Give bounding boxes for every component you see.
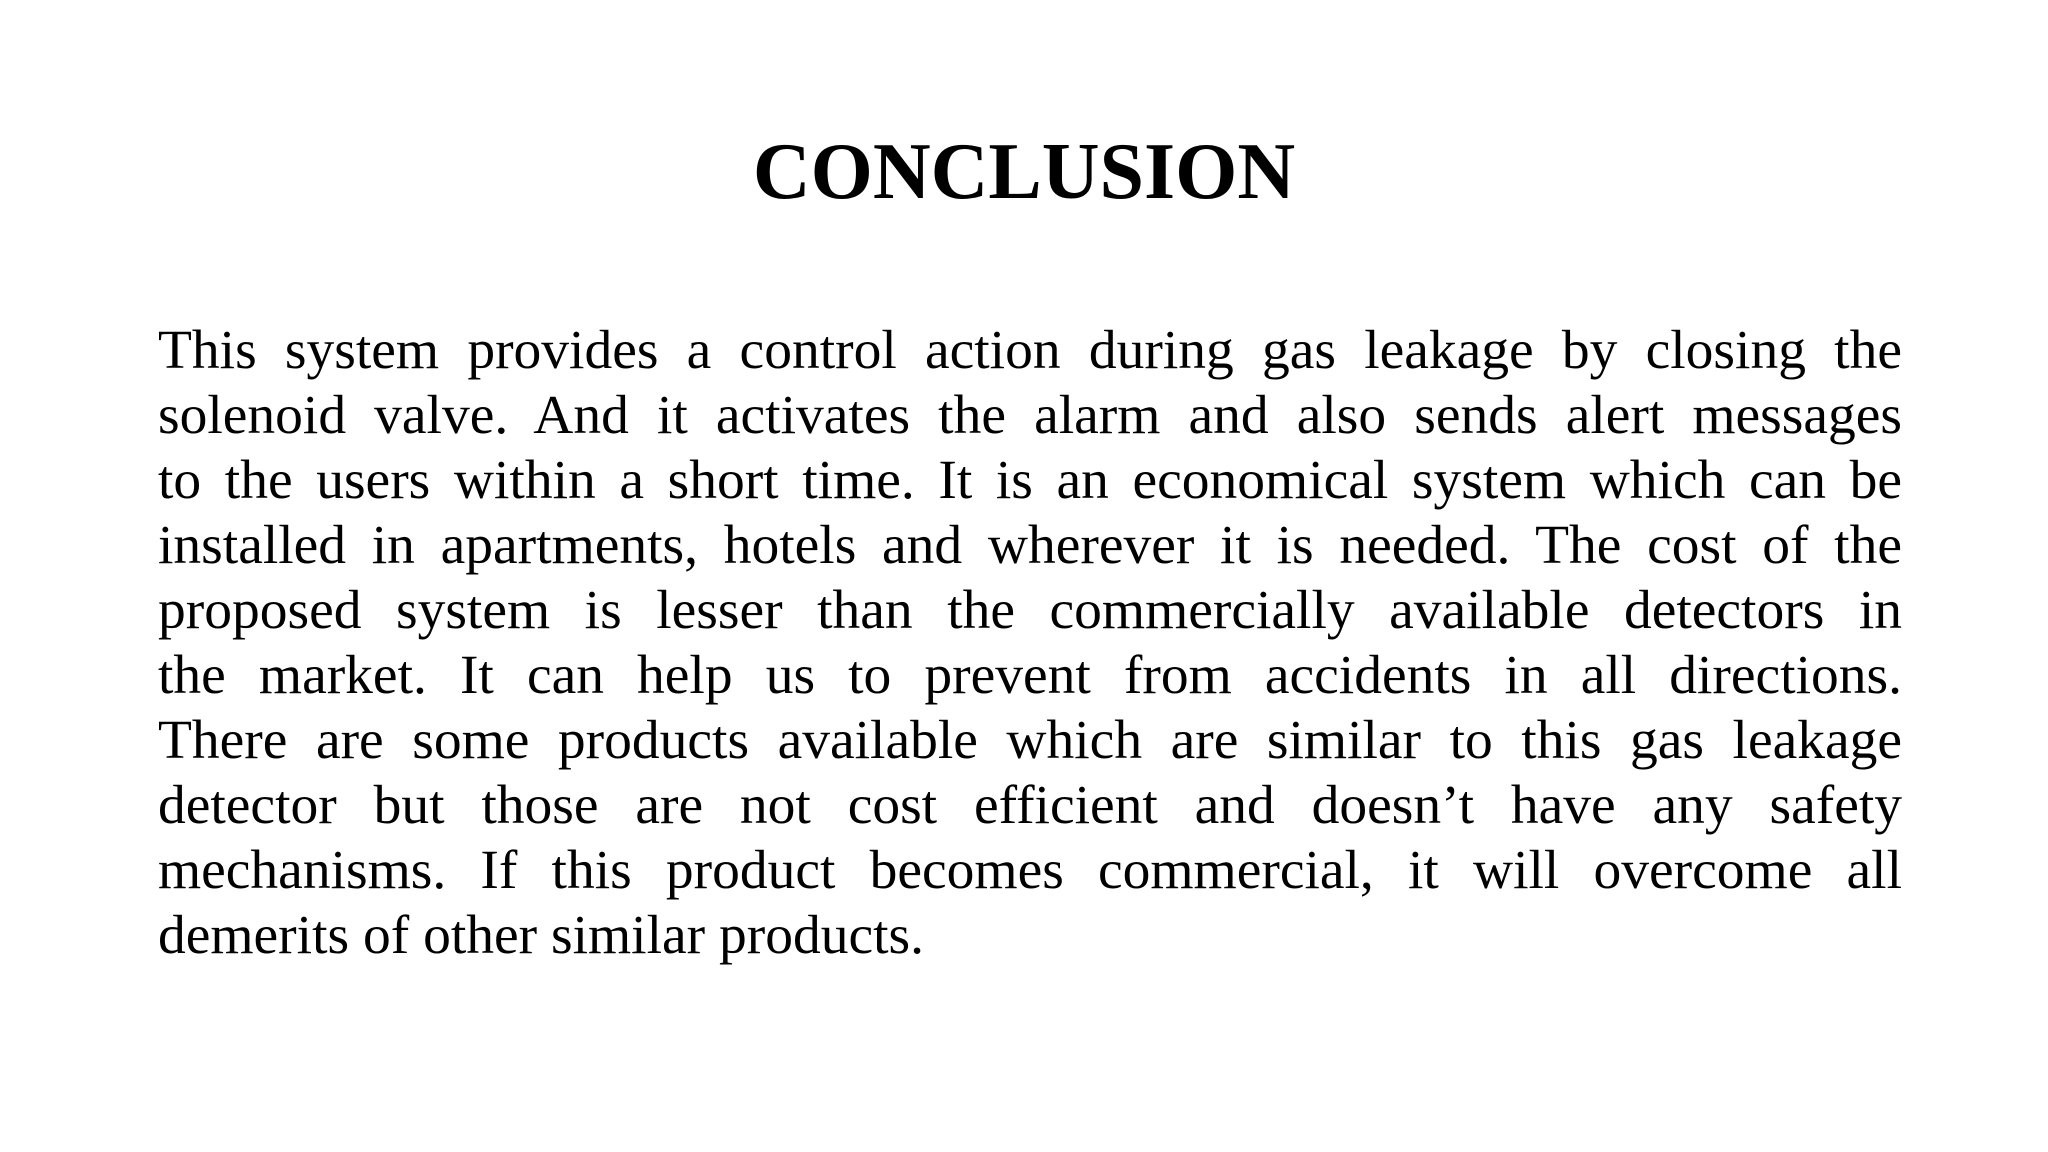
paragraph-line: detector but those are not cost efficient and doesn’t have any safety xyxy=(158,775,1902,836)
paragraph-line: the market. It can help us to prevent from accidents in all directions. xyxy=(158,645,1902,706)
paragraph-line: mechanisms. If this product becomes commercial, it will overcome all xyxy=(158,840,1902,901)
paragraph-line: There are some products available which are similar to this gas leakage xyxy=(158,710,1902,771)
slide-title: CONCLUSION xyxy=(752,128,1296,216)
paragraph-line: This system provides a control action during gas leakage by closing the xyxy=(158,320,1902,381)
paragraph-line: to the users within a short time. It is an economical system which can be xyxy=(158,450,1902,511)
paragraph-line: proposed system is lesser than the commercially available detectors in xyxy=(158,580,1902,641)
paragraph-line: demerits of other similar products. xyxy=(158,905,925,966)
conclusion-paragraph xyxy=(158,318,1902,968)
paragraph-line: solenoid valve. And it activates the alarm and also sends alert messages xyxy=(158,385,1902,446)
paragraph-line: installed in apartments, hotels and wherever it is needed. The cost of the xyxy=(158,515,1902,576)
